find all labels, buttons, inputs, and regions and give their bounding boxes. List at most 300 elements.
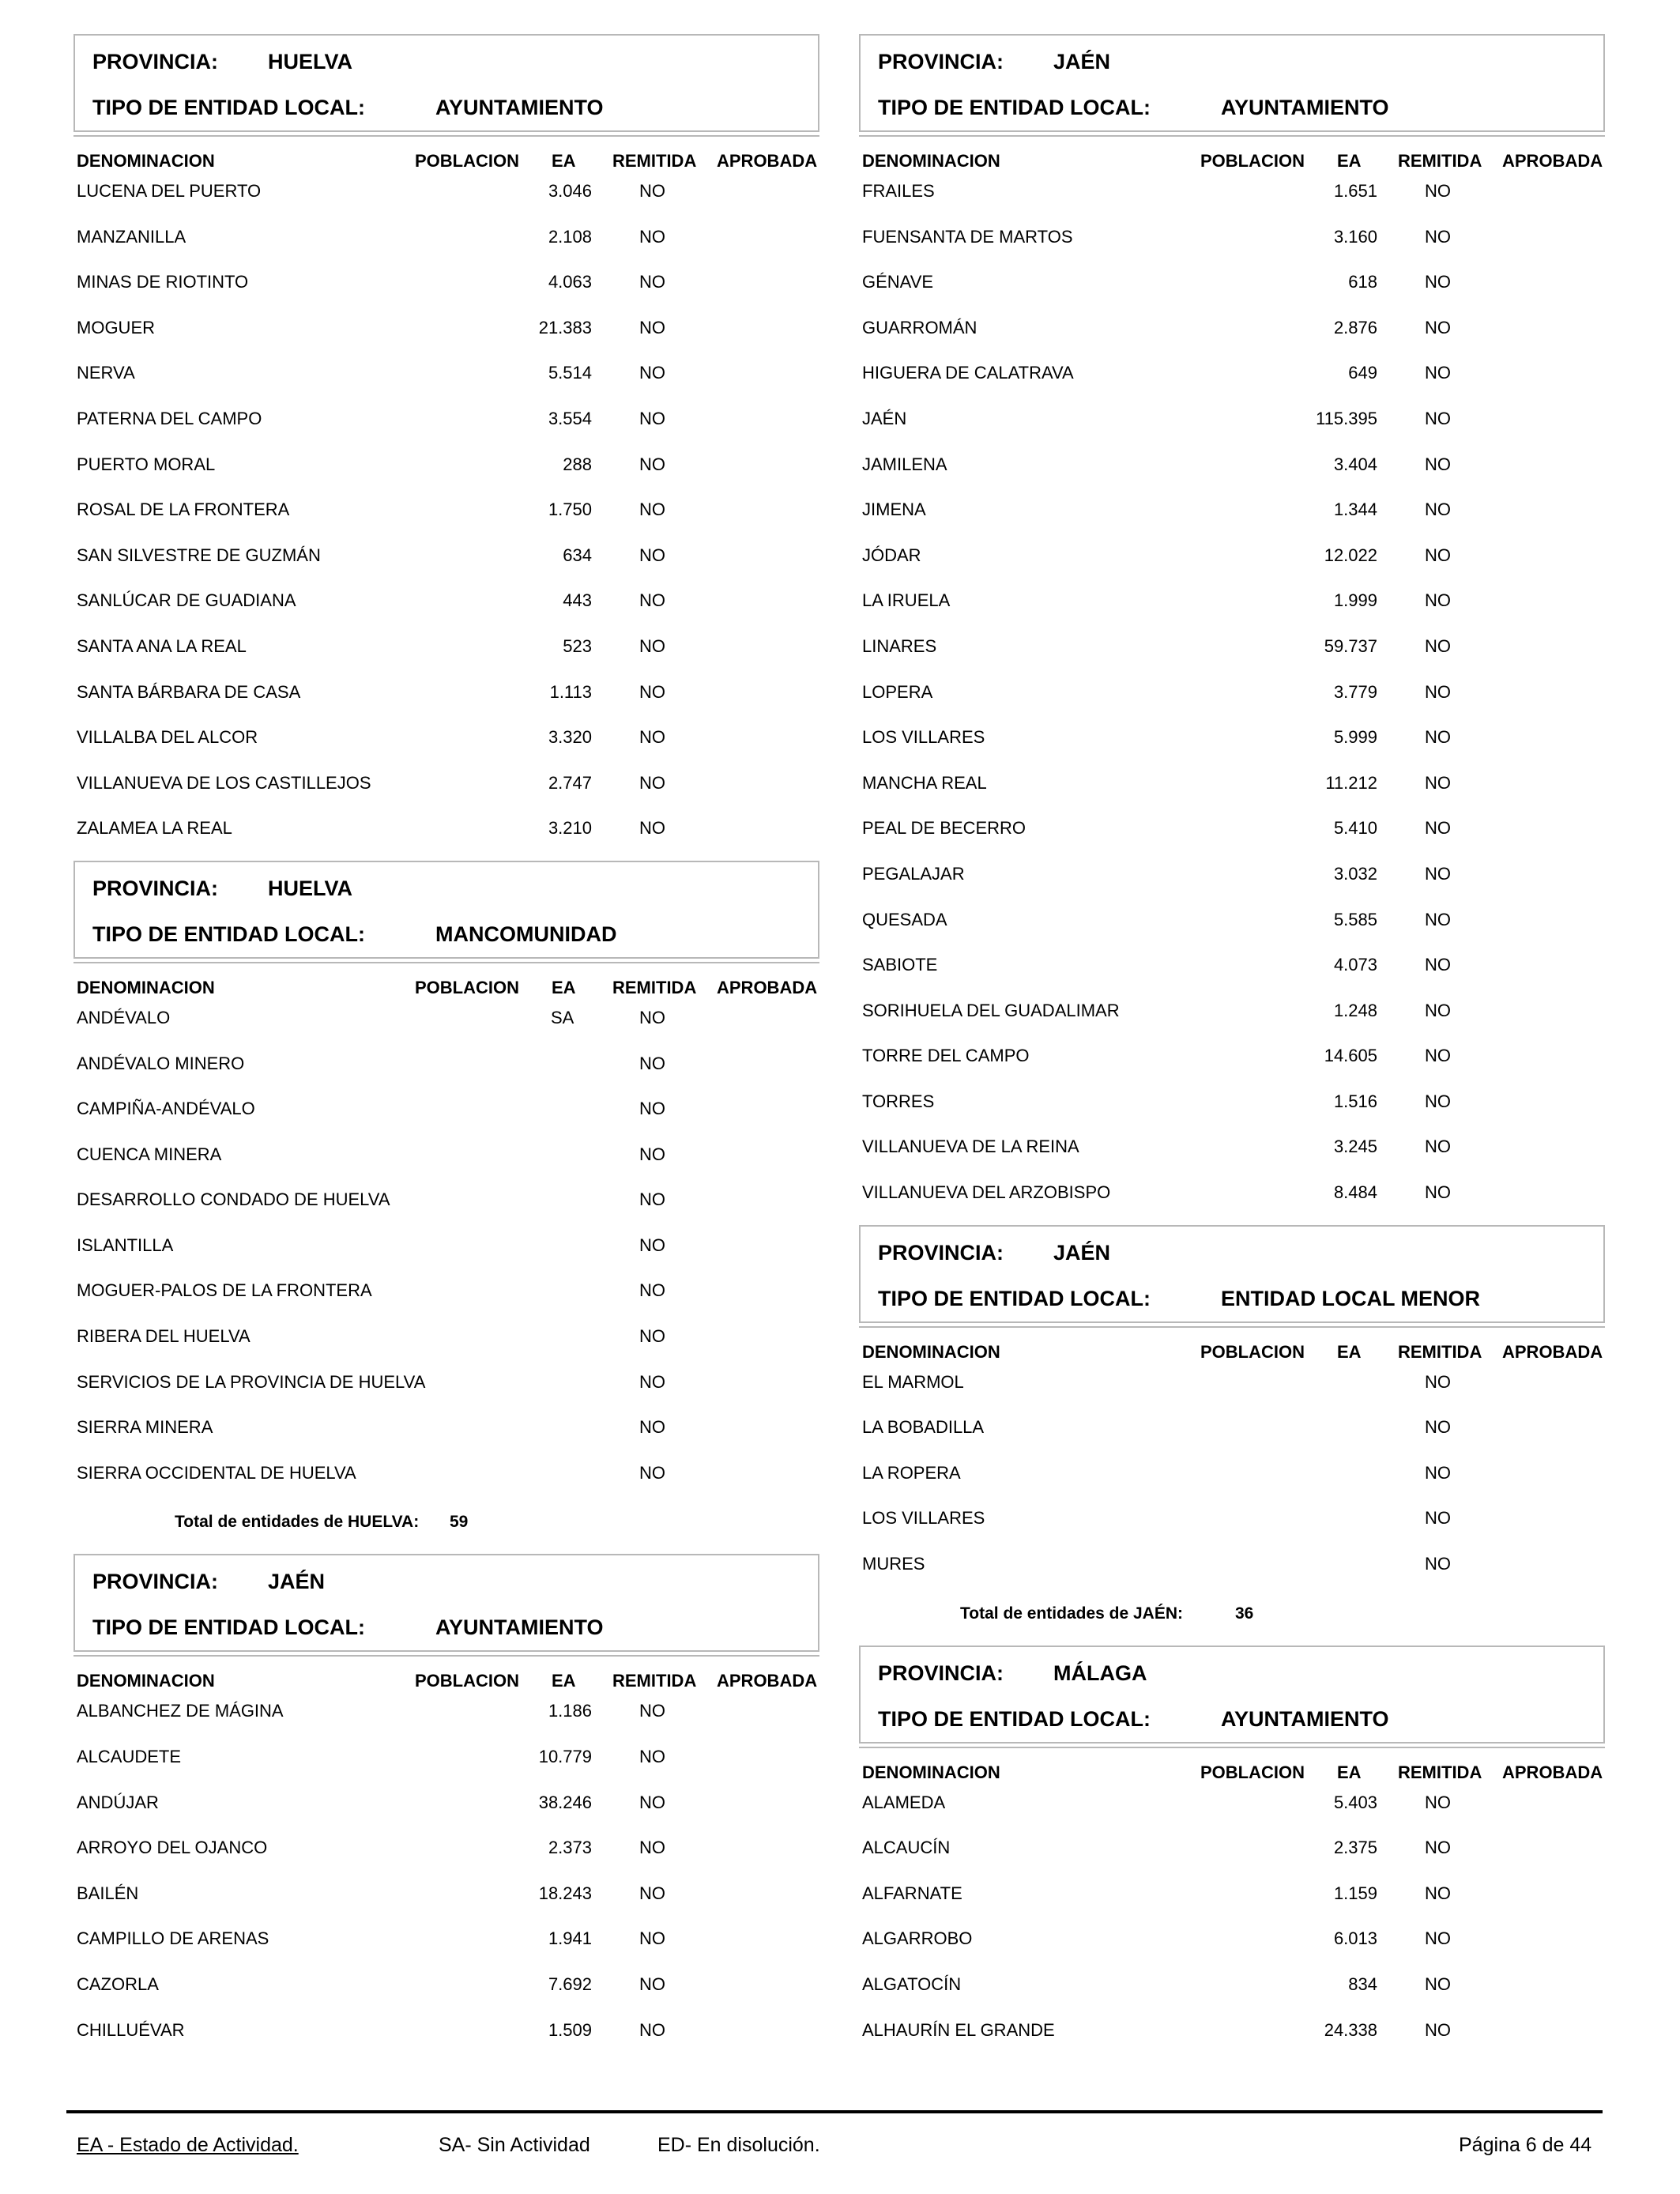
- cell-remitida: NO: [639, 1974, 665, 1994]
- cell-remitida: NO: [639, 499, 665, 520]
- cell-remitida: NO: [1425, 1554, 1451, 1574]
- cell-denominacion: RIBERA DEL HUELVA: [77, 1326, 250, 1347]
- cell-poblacion: 649: [1348, 363, 1377, 383]
- cell-poblacion: 3.032: [1333, 863, 1377, 884]
- table-row: [859, 1042, 1605, 1088]
- cell-poblacion: 2.747: [548, 772, 592, 793]
- cell-remitida: NO: [1425, 2019, 1451, 2040]
- table-row: [859, 315, 1605, 360]
- table-row: [859, 178, 1605, 224]
- cell-denominacion: CAMPILLO DE ARENAS: [77, 1928, 269, 1949]
- cell-denominacion: BAILÉN: [77, 1883, 139, 1903]
- cell-remitida: NO: [1425, 727, 1451, 748]
- table-row: [73, 587, 819, 633]
- cell-remitida: NO: [639, 272, 665, 292]
- cell-remitida: NO: [1425, 681, 1451, 702]
- cell-poblacion: 3.554: [548, 408, 592, 428]
- cell-poblacion: 115.395: [1316, 408, 1377, 428]
- cell-denominacion: LA BOBADILLA: [862, 1417, 985, 1438]
- cell-denominacion: MOGUER-PALOS DE LA FRONTERA: [77, 1280, 372, 1301]
- cell-denominacion: ANDÉVALO: [77, 1007, 171, 1027]
- table-row: [859, 1551, 1605, 1596]
- cell-denominacion: FUENSANTA DE MARTOS: [862, 226, 1073, 247]
- table-row: [859, 269, 1605, 315]
- cell-poblacion: 2.108: [548, 226, 592, 247]
- cell-remitida: NO: [1425, 1462, 1451, 1483]
- cell-remitida: NO: [639, 1417, 665, 1438]
- cell-remitida: NO: [639, 1099, 665, 1119]
- cell-remitida: NO: [639, 590, 665, 611]
- cell-denominacion: SAN SILVESTRE DE GUZMÁN: [77, 545, 321, 565]
- cell-denominacion: MANZANILLA: [77, 226, 186, 247]
- cell-denominacion: MINAS DE RIOTINTO: [77, 272, 249, 292]
- entity-header-box: [73, 34, 819, 132]
- cell-denominacion: ROSAL DE LA FRONTERA: [77, 499, 290, 520]
- cell-poblacion: 443: [563, 590, 592, 611]
- cell-denominacion: JIMENA: [862, 499, 926, 520]
- cell-poblacion: 1.941: [548, 1928, 592, 1949]
- cell-poblacion: 3.245: [1333, 1137, 1377, 1157]
- cell-remitida: NO: [1425, 181, 1451, 201]
- col-remitida: REMITIDA: [1398, 1341, 1482, 1362]
- table-row: [859, 1880, 1605, 1926]
- cell-remitida: NO: [639, 317, 665, 337]
- table-row: [859, 405, 1605, 451]
- cell-remitida: NO: [1425, 1792, 1451, 1812]
- cell-poblacion: 5.514: [548, 363, 592, 383]
- cell-ea: SA: [551, 1007, 574, 1027]
- col-ea: EA: [552, 1671, 576, 1691]
- cell-poblacion: 2.375: [1333, 1838, 1377, 1858]
- cell-denominacion: CAMPIÑA-ANDÉVALO: [77, 1099, 255, 1119]
- col-denominacion: DENOMINACION: [862, 151, 1000, 171]
- cell-denominacion: VILLANUEVA DEL ARZOBISPO: [862, 1182, 1111, 1203]
- cell-poblacion: 10.779: [538, 1747, 592, 1767]
- tipo-label: TIPO DE ENTIDAD LOCAL:: [92, 1615, 365, 1640]
- cell-poblacion: 2.876: [1333, 317, 1377, 337]
- table-header: [859, 1326, 1605, 1369]
- cell-remitida: NO: [1425, 1974, 1451, 1994]
- cell-poblacion: 1.651: [1333, 181, 1377, 201]
- footer-divider: [66, 2110, 1603, 2113]
- cell-denominacion: LUCENA DEL PUERTO: [77, 181, 262, 201]
- cell-denominacion: ANDÉVALO MINERO: [77, 1053, 245, 1073]
- table-row: [73, 1323, 819, 1369]
- table-row: [73, 1369, 819, 1415]
- tipo-label: TIPO DE ENTIDAD LOCAL:: [878, 96, 1151, 119]
- cell-denominacion: ALHAURÍN EL GRANDE: [862, 2019, 1055, 2040]
- entity-header-box: [73, 1554, 819, 1652]
- cell-remitida: NO: [639, 1792, 665, 1812]
- cell-poblacion: 523: [563, 635, 592, 656]
- table-row: [73, 1925, 819, 1971]
- table-row: [859, 1133, 1605, 1179]
- table-row: [859, 1369, 1605, 1415]
- cell-poblacion: 834: [1348, 1974, 1377, 1994]
- cell-denominacion: JAÉN: [862, 408, 907, 428]
- cell-remitida: NO: [639, 2019, 665, 2040]
- cell-remitida: NO: [639, 1189, 665, 1210]
- cell-denominacion: SERVICIOS DE LA PROVINCIA DE HUELVA: [77, 1371, 426, 1392]
- cell-remitida: NO: [1425, 454, 1451, 474]
- cell-denominacion: SANTA ANA LA REAL: [77, 635, 247, 656]
- cell-remitida: NO: [1425, 1137, 1451, 1157]
- cell-remitida: NO: [1425, 1000, 1451, 1020]
- cell-remitida: NO: [1425, 635, 1451, 656]
- tipo-label: TIPO DE ENTIDAD LOCAL:: [878, 1286, 1151, 1310]
- col-remitida: REMITIDA: [1398, 1762, 1482, 1782]
- col-poblacion: POBLACION: [415, 977, 519, 997]
- col-remitida: REMITIDA: [1398, 151, 1482, 171]
- cell-denominacion: ISLANTILLA: [77, 1235, 174, 1255]
- cell-remitida: NO: [1425, 499, 1451, 520]
- cell-poblacion: 14.605: [1324, 1046, 1377, 1066]
- cell-denominacion: PEGALAJAR: [862, 863, 965, 884]
- table-row: [859, 542, 1605, 588]
- table-row: [73, 405, 819, 451]
- table-row: [73, 1971, 819, 2017]
- cell-poblacion: 1.113: [549, 681, 592, 702]
- cell-remitida: NO: [1425, 1883, 1451, 1903]
- cell-remitida: NO: [639, 1144, 665, 1164]
- table-row: [73, 269, 819, 315]
- cell-remitida: NO: [639, 635, 665, 656]
- cell-denominacion: PUERTO MORAL: [77, 454, 216, 474]
- cell-poblacion: 6.013: [1333, 1928, 1377, 1949]
- table-row: [73, 1834, 819, 1880]
- cell-denominacion: ALCAUCÍN: [862, 1838, 951, 1858]
- table-row: [73, 496, 819, 542]
- cell-remitida: NO: [1425, 1371, 1451, 1392]
- cell-denominacion: LA IRUELA: [862, 590, 951, 611]
- table-row: [73, 1698, 819, 1744]
- col-poblacion: POBLACION: [415, 151, 519, 171]
- table-row: [73, 633, 819, 679]
- col-remitida: REMITIDA: [612, 1671, 697, 1691]
- cell-poblacion: 12.022: [1324, 545, 1377, 565]
- total-value: 59: [450, 1513, 469, 1532]
- cell-denominacion: GUARROMÁN: [862, 317, 977, 337]
- table-row: [859, 1179, 1605, 1225]
- provincia-label: PROVINCIA:: [878, 1661, 1004, 1685]
- right-column: [859, 34, 1605, 2062]
- cell-denominacion: CAZORLA: [77, 1974, 159, 1994]
- col-remitida: REMITIDA: [612, 977, 697, 997]
- table-row: [859, 1088, 1605, 1134]
- cell-denominacion: VILLANUEVA DE LA REINA: [862, 1137, 1079, 1157]
- cell-poblacion: 3.779: [1333, 681, 1377, 702]
- cell-denominacion: ALFARNATE: [862, 1883, 962, 1903]
- cell-denominacion: MOGUER: [77, 317, 155, 337]
- table-row: [859, 1834, 1605, 1880]
- table-header: [859, 135, 1605, 178]
- cell-poblacion: 5.585: [1333, 909, 1377, 929]
- cell-remitida: NO: [1425, 1508, 1451, 1529]
- cell-denominacion: SANTA BÁRBARA DE CASA: [77, 681, 301, 702]
- cell-remitida: NO: [1425, 545, 1451, 565]
- table-row: [73, 451, 819, 497]
- total-label: Total de entidades de JAÉN:: [960, 1604, 1183, 1623]
- cell-denominacion: FRAILES: [862, 181, 935, 201]
- cell-poblacion: 5.403: [1333, 1792, 1377, 1812]
- tipo-label: TIPO DE ENTIDAD LOCAL:: [878, 1706, 1151, 1731]
- cell-denominacion: LOS VILLARES: [862, 1508, 985, 1529]
- cell-remitida: NO: [639, 1007, 665, 1027]
- cell-denominacion: NERVA: [77, 363, 135, 383]
- cell-denominacion: ALAMEDA: [862, 1792, 946, 1812]
- table-row: [859, 496, 1605, 542]
- table-row: [859, 1971, 1605, 2017]
- table-row: [859, 1460, 1605, 1506]
- tipo-value: AYUNTAMIENTO: [435, 96, 604, 119]
- cell-remitida: NO: [639, 181, 665, 201]
- cell-denominacion: ALGATOCÍN: [862, 1974, 962, 1994]
- table-row: [73, 1141, 819, 1187]
- col-ea: EA: [1337, 1341, 1362, 1362]
- table-row: [73, 679, 819, 725]
- cell-poblacion: 288: [563, 454, 592, 474]
- cell-denominacion: LA ROPERA: [862, 1462, 961, 1483]
- cell-poblacion: 3.160: [1333, 226, 1377, 247]
- cell-remitida: NO: [1425, 408, 1451, 428]
- cell-denominacion: EL MARMOL: [862, 1371, 964, 1392]
- table-row: [859, 1414, 1605, 1460]
- cell-poblacion: 18.243: [538, 1883, 592, 1903]
- cell-denominacion: CHILLUÉVAR: [77, 2019, 185, 2040]
- cell-denominacion: SABIOTE: [862, 955, 938, 975]
- cell-remitida: NO: [639, 1280, 665, 1301]
- cell-poblacion: 1.516: [1333, 1091, 1377, 1111]
- cell-poblacion: 3.320: [548, 727, 592, 748]
- cell-poblacion: 634: [563, 545, 592, 565]
- col-remitida: REMITIDA: [612, 151, 697, 171]
- cell-denominacion: CUENCA MINERA: [77, 1144, 222, 1164]
- table-row: [73, 2017, 819, 2063]
- cell-remitida: NO: [639, 1883, 665, 1903]
- cell-denominacion: ARROYO DEL OJANCO: [77, 1838, 268, 1858]
- footer-ed-legend: ED- En disolución.: [657, 2134, 820, 2156]
- cell-denominacion: ANDÚJAR: [77, 1792, 159, 1812]
- table-row: [73, 1744, 819, 1789]
- cell-denominacion: ALBANCHEZ DE MÁGINA: [77, 1701, 284, 1721]
- col-aprobada: APROBADA: [1502, 1341, 1603, 1362]
- col-denominacion: DENOMINACION: [862, 1341, 1000, 1362]
- page-number: Página 6 de 44: [1459, 2134, 1592, 2156]
- cell-remitida: NO: [639, 1235, 665, 1255]
- provincia-value: JAÉN: [1053, 1240, 1111, 1265]
- cell-remitida: NO: [639, 727, 665, 748]
- table-row: [859, 770, 1605, 816]
- table-row: [73, 315, 819, 360]
- cell-remitida: NO: [639, 1747, 665, 1767]
- cell-poblacion: 1.159: [1333, 1883, 1377, 1903]
- table-row: [859, 679, 1605, 725]
- cell-denominacion: TORRES: [862, 1091, 935, 1111]
- col-denominacion: DENOMINACION: [862, 1762, 1000, 1782]
- cell-denominacion: HIGUERA DE CALATRAVA: [862, 363, 1074, 383]
- col-aprobada: APROBADA: [1502, 151, 1603, 171]
- cell-remitida: NO: [639, 226, 665, 247]
- table-row: [73, 542, 819, 588]
- cell-poblacion: 5.999: [1333, 727, 1377, 748]
- table-row: [73, 770, 819, 816]
- cell-remitida: NO: [639, 818, 665, 839]
- col-poblacion: POBLACION: [415, 1671, 519, 1691]
- table-row: [859, 224, 1605, 270]
- cell-denominacion: VILLANUEVA DE LOS CASTILLEJOS: [77, 772, 371, 793]
- tipo-label: TIPO DE ENTIDAD LOCAL:: [92, 96, 365, 119]
- cell-poblacion: 2.373: [548, 1838, 592, 1858]
- table-row: [73, 224, 819, 270]
- cell-poblacion: 1.248: [1333, 1000, 1377, 1020]
- footer-ea-legend: EA - Estado de Actividad.: [77, 2134, 299, 2156]
- left-column: [73, 34, 819, 2062]
- cell-remitida: NO: [1425, 1091, 1451, 1111]
- cell-denominacion: JAMILENA: [862, 454, 947, 474]
- col-poblacion: POBLACION: [1200, 151, 1305, 171]
- col-denominacion: DENOMINACION: [77, 151, 215, 171]
- cell-remitida: NO: [1425, 1046, 1451, 1066]
- provincia-label: PROVINCIA:: [92, 876, 219, 900]
- cell-remitida: NO: [639, 681, 665, 702]
- tipo-value: AYUNTAMIENTO: [1221, 1706, 1389, 1731]
- table-header: [73, 1655, 819, 1698]
- entity-header-box: [859, 1646, 1605, 1744]
- cell-denominacion: SIERRA MINERA: [77, 1417, 213, 1438]
- cell-denominacion: SANLÚCAR DE GUADIANA: [77, 590, 296, 611]
- cell-denominacion: SIERRA OCCIDENTAL DE HUELVA: [77, 1462, 356, 1483]
- table-header: [859, 1747, 1605, 1789]
- cell-remitida: NO: [639, 1701, 665, 1721]
- table-row: [73, 1880, 819, 1926]
- col-denominacion: DENOMINACION: [77, 1671, 215, 1691]
- cell-remitida: NO: [1425, 1417, 1451, 1438]
- cell-remitida: NO: [1425, 590, 1451, 611]
- table-row: [73, 1186, 819, 1232]
- cell-denominacion: MANCHA REAL: [862, 772, 987, 793]
- cell-remitida: NO: [1425, 772, 1451, 793]
- table-row: [859, 997, 1605, 1043]
- tipo-value: AYUNTAMIENTO: [435, 1615, 604, 1640]
- table-row: [73, 1050, 819, 1096]
- table-row: [73, 1460, 819, 1506]
- table-row: [859, 2017, 1605, 2063]
- col-poblacion: POBLACION: [1200, 1762, 1305, 1782]
- cell-denominacion: JÓDAR: [862, 545, 921, 565]
- cell-remitida: NO: [639, 408, 665, 428]
- cell-denominacion: LOPERA: [862, 681, 933, 702]
- provincia-label: PROVINCIA:: [92, 1570, 219, 1594]
- cell-remitida: NO: [639, 454, 665, 474]
- tipo-value: AYUNTAMIENTO: [1221, 96, 1389, 119]
- cell-remitida: NO: [639, 545, 665, 565]
- provincia-label: PROVINCIA:: [92, 50, 219, 74]
- cell-remitida: NO: [639, 772, 665, 793]
- cell-poblacion: 4.073: [1333, 955, 1377, 975]
- provincia-label: PROVINCIA:: [878, 50, 1004, 74]
- col-aprobada: APROBADA: [717, 1671, 818, 1691]
- table-row: [73, 1005, 819, 1050]
- table-header: [73, 135, 819, 178]
- cell-denominacion: MURES: [862, 1554, 925, 1574]
- cell-poblacion: 1.186: [548, 1701, 592, 1721]
- cell-poblacion: 11.212: [1325, 772, 1377, 793]
- table-row: [73, 1789, 819, 1835]
- table-row: [73, 1414, 819, 1460]
- table-row: [73, 815, 819, 861]
- cell-remitida: NO: [1425, 226, 1451, 247]
- table-row: [859, 633, 1605, 679]
- provincia-value: HUELVA: [268, 50, 352, 74]
- table-row: [73, 1095, 819, 1141]
- cell-remitida: NO: [1425, 317, 1451, 337]
- cell-denominacion: VILLALBA DEL ALCOR: [77, 727, 258, 748]
- provincia-value: HUELVA: [268, 876, 352, 900]
- cell-poblacion: 618: [1348, 272, 1377, 292]
- footer-sa-legend: SA- Sin Actividad: [439, 2134, 590, 2156]
- table-row: [73, 1277, 819, 1323]
- col-ea: EA: [1337, 1762, 1362, 1782]
- col-ea: EA: [552, 151, 576, 171]
- col-aprobada: APROBADA: [717, 151, 818, 171]
- cell-denominacion: ALGARROBO: [862, 1928, 973, 1949]
- table-row: [859, 451, 1605, 497]
- cell-poblacion: 24.338: [1324, 2019, 1377, 2040]
- tipo-label: TIPO DE ENTIDAD LOCAL:: [92, 922, 365, 946]
- cell-remitida: NO: [1425, 818, 1451, 839]
- cell-poblacion: 21.383: [538, 317, 592, 337]
- cell-remitida: NO: [639, 1326, 665, 1347]
- cell-remitida: NO: [639, 1928, 665, 1949]
- table-row: [859, 815, 1605, 861]
- cell-poblacion: 1.750: [548, 499, 592, 520]
- cell-remitida: NO: [639, 1462, 665, 1483]
- cell-poblacion: 4.063: [548, 272, 592, 292]
- cell-denominacion: ALCAUDETE: [77, 1747, 182, 1767]
- cell-remitida: NO: [1425, 863, 1451, 884]
- col-aprobada: APROBADA: [1502, 1762, 1603, 1782]
- cell-denominacion: LOS VILLARES: [862, 727, 985, 748]
- cell-poblacion: 1.509: [548, 2019, 592, 2040]
- table-row: [859, 952, 1605, 997]
- cell-remitida: NO: [1425, 955, 1451, 975]
- cell-denominacion: ZALAMEA LA REAL: [77, 818, 232, 839]
- cell-poblacion: 5.410: [1333, 818, 1377, 839]
- cell-poblacion: 1.999: [1333, 590, 1377, 611]
- table-row: [73, 724, 819, 770]
- cell-remitida: NO: [639, 1053, 665, 1073]
- cell-denominacion: GÉNAVE: [862, 272, 934, 292]
- cell-denominacion: PATERNA DEL CAMPO: [77, 408, 262, 428]
- cell-remitida: NO: [1425, 363, 1451, 383]
- cell-poblacion: 3.404: [1333, 454, 1377, 474]
- cell-poblacion: 38.246: [538, 1792, 592, 1812]
- cell-denominacion: PEAL DE BECERRO: [862, 818, 1026, 839]
- cell-remitida: NO: [1425, 1182, 1451, 1203]
- cell-poblacion: 59.737: [1324, 635, 1377, 656]
- entity-header-box: [73, 861, 819, 959]
- cell-remitida: NO: [1425, 1838, 1451, 1858]
- cell-denominacion: LINARES: [862, 635, 937, 656]
- total-value: 36: [1235, 1604, 1254, 1623]
- table-row: [859, 1505, 1605, 1551]
- cell-denominacion: TORRE DEL CAMPO: [862, 1046, 1030, 1066]
- col-ea: EA: [1337, 151, 1362, 171]
- col-denominacion: DENOMINACION: [77, 977, 215, 997]
- table-row: [859, 587, 1605, 633]
- cell-poblacion: 8.484: [1333, 1182, 1377, 1203]
- cell-poblacion: 3.210: [548, 818, 592, 839]
